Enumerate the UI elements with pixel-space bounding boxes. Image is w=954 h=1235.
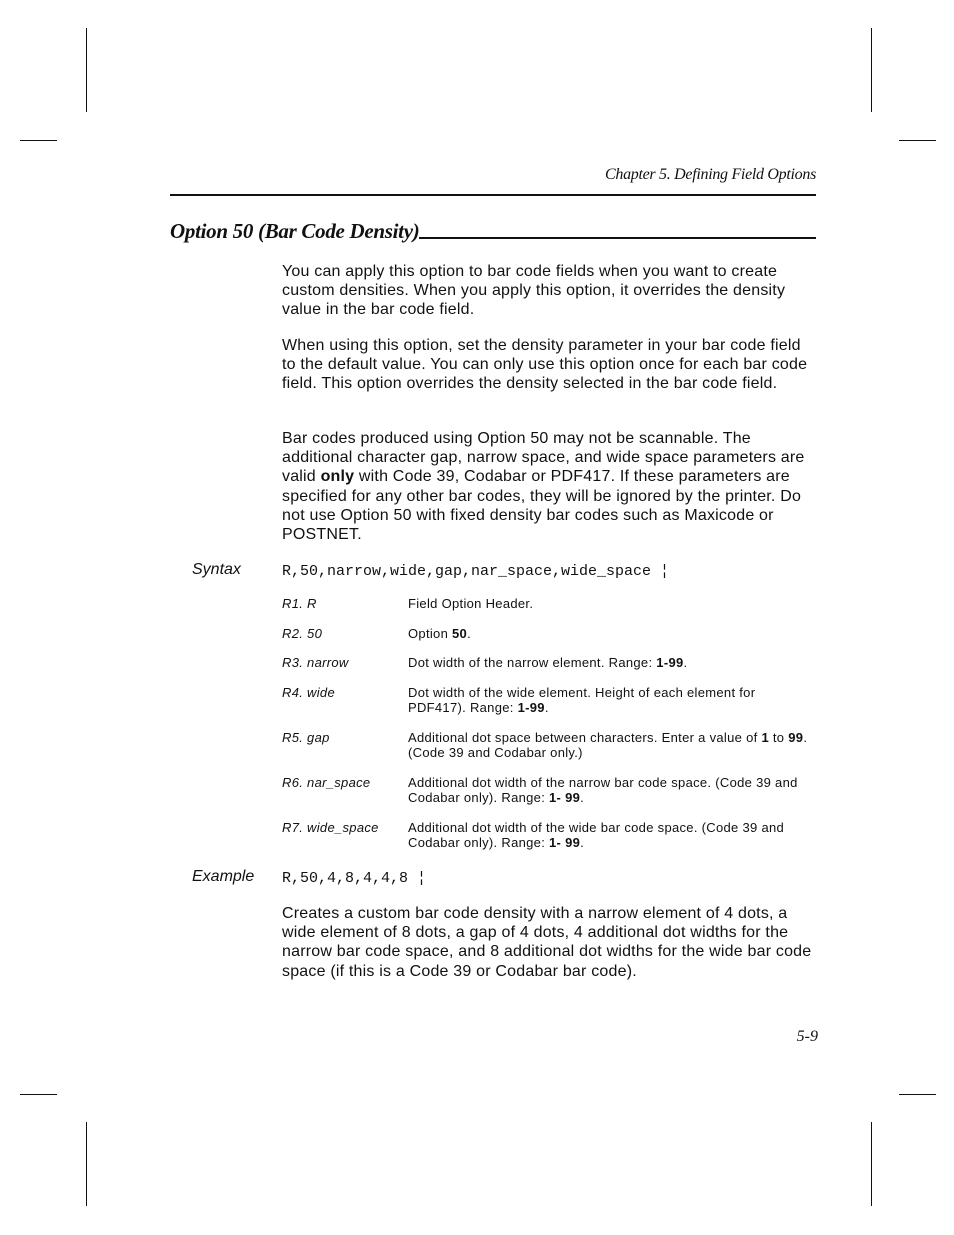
crop-mark-bottom-right-horizontal [899, 1094, 936, 1095]
param-name: R5. gap [282, 730, 330, 745]
param-desc: Additional dot space between characters. Enter a value of 1 to 99. (Code 39 and Codabar only.) [408, 730, 808, 760]
page-number: 5-9 [796, 1028, 818, 1045]
syntax-label: Syntax [192, 561, 241, 578]
intro-paragraph-3: Bar codes produced using Option 50 may not be scannable. The additional character gap, narrow space, and wide space parameters are valid only with Code 39, Codabar or PDF417. If these parameters are specified for any other bar codes, they will be ignored by the printer. Do not use Option 50 with fixed density bar codes such as Maxicode or POSTNET. [282, 430, 805, 544]
emphasis-only: only [320, 468, 355, 486]
param-name: R2. 50 [282, 626, 323, 641]
param-desc: Field Option Header. [408, 596, 534, 611]
crop-mark-top-left-horizontal [20, 140, 57, 141]
section-title-text: Option 50 (Bar Code Density) [170, 219, 420, 243]
running-head: Chapter 5. Defining Field Options [605, 166, 816, 183]
crop-mark-bottom-left-vertical [86, 1122, 87, 1206]
param-desc: Additional dot width of the wide bar code space. (Code 39 and Codabar only). Range: 1- 99. [408, 820, 785, 850]
syntax-code: R,50,narrow,wide,gap,nar_space,wide_space ¦ [282, 563, 670, 580]
crop-mark-bottom-left-horizontal [20, 1094, 57, 1095]
intro-paragraph-2: When using this option, set the density parameter in your bar code field to the default value. You can only use this option once for each bar code field. This option overrides the density selected in the bar code field. [282, 337, 808, 393]
section-title [170, 219, 816, 244]
param-desc: Dot width of the wide element. Height of each element for PDF417). Range: 1-99. [408, 685, 756, 715]
param-desc: Option 50. [408, 626, 471, 641]
header-rule [170, 194, 816, 196]
param-name: R3. narrow [282, 655, 349, 670]
example-paragraph: Creates a custom bar code density with a narrow element of 4 dots, a wide element of 8 dots, a gap of 4 dots, 4 additional dot widths for the narrow bar code space, and 8 additional dot widths for the wide bar code space (if this is a Code 39 or Codabar bar code). [282, 905, 812, 980]
param-name: R7. wide_space [282, 820, 379, 835]
param-desc: Additional dot width of the narrow bar code space. (Code 39 and Codabar only). Range: 1- 99. [408, 775, 798, 805]
crop-mark-top-left-vertical [86, 28, 87, 112]
param-desc: Dot width of the narrow element. Range: 1-99. [408, 655, 688, 670]
crop-mark-top-right-horizontal [899, 140, 936, 141]
param-name: R6. nar_space [282, 775, 371, 790]
crop-mark-bottom-right-vertical [871, 1122, 872, 1206]
crop-mark-top-right-vertical [871, 28, 872, 112]
param-name: R1. R [282, 596, 317, 611]
param-name: R4. wide [282, 685, 335, 700]
example-code: R,50,4,8,4,4,8 ¦ [282, 870, 427, 887]
section-title-rule [419, 237, 816, 239]
example-label: Example [192, 868, 255, 885]
intro-paragraph-1: You can apply this option to bar code fields when you want to create custom densities. When you apply this option, it overrides the density value in the bar code field. [282, 263, 786, 319]
